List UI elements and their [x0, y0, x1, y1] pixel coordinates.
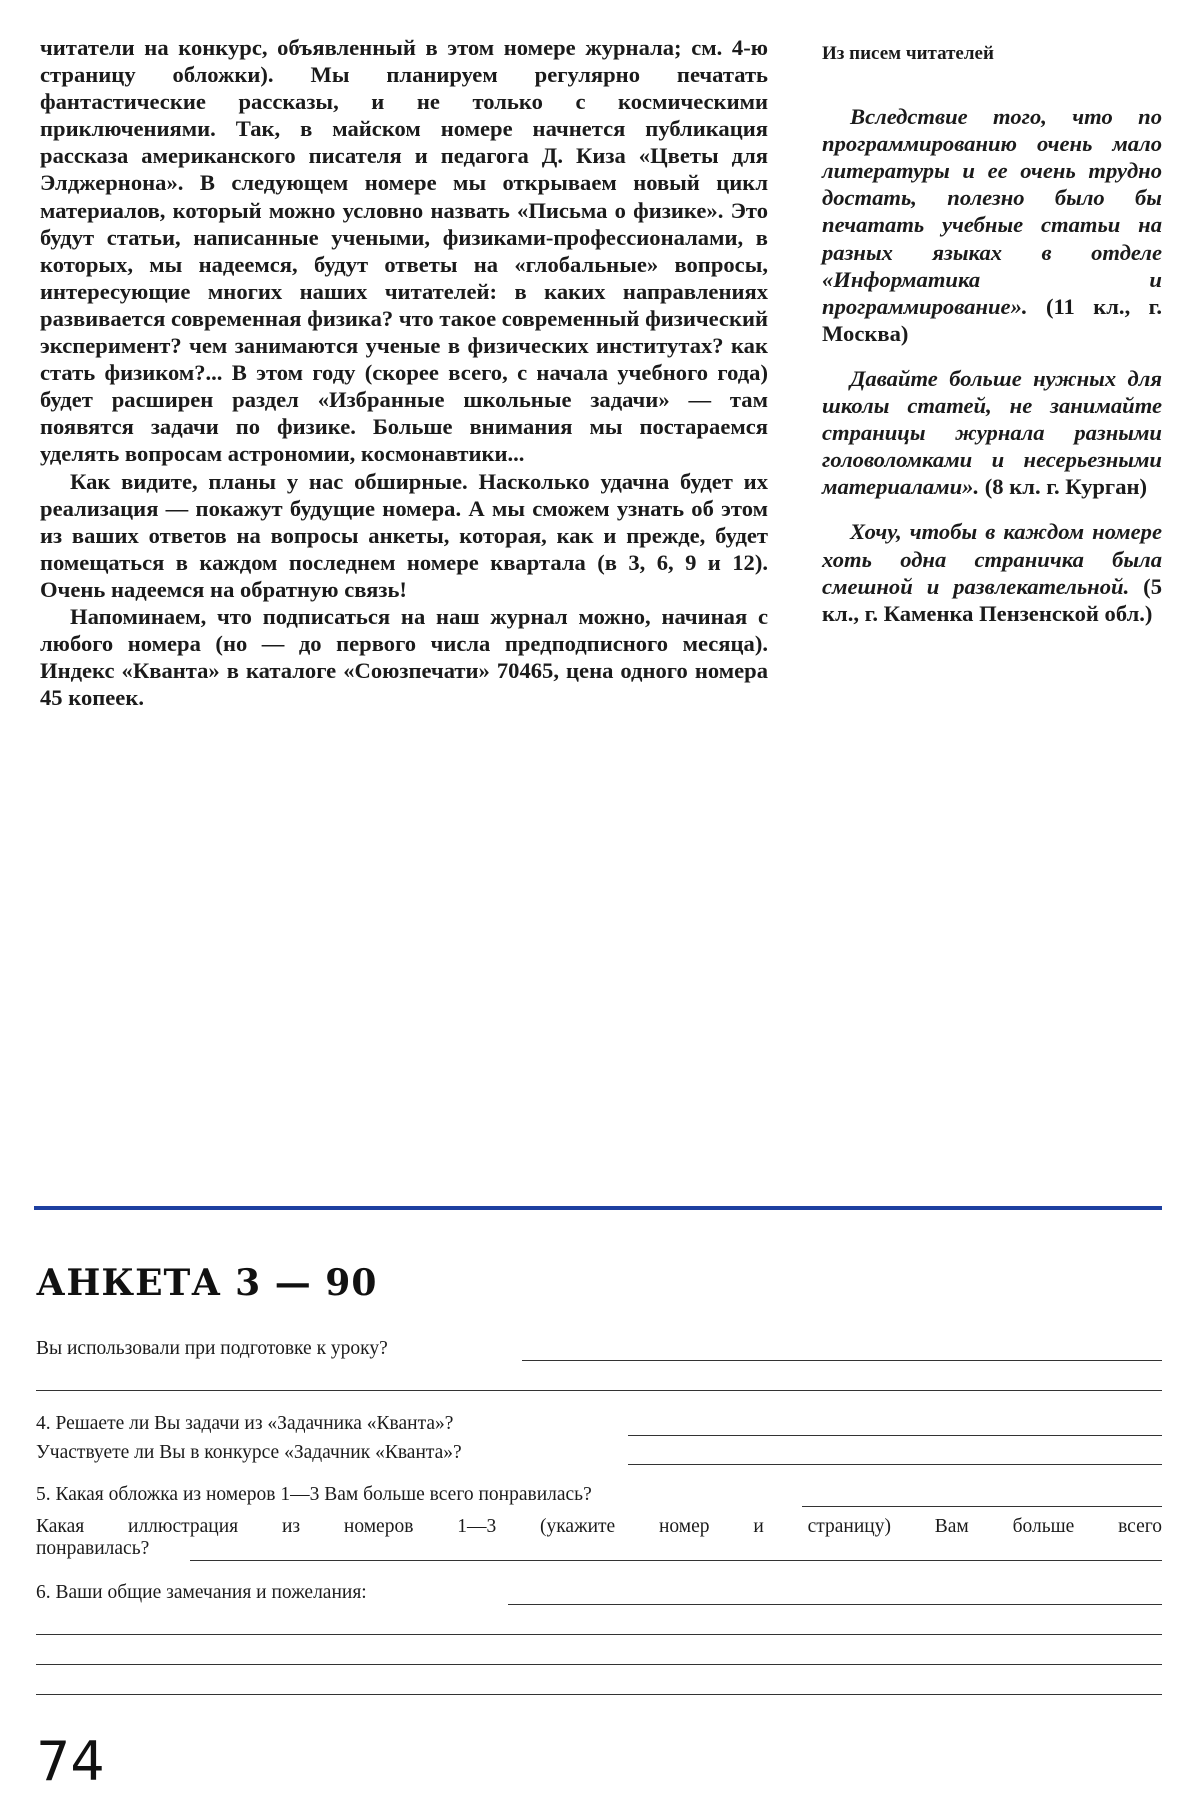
survey-question-5b: Какая иллюстрация из номеров 1—3 (укажите номер и страницу) Вам больше всего — [36, 1516, 1162, 1537]
readers-letters-sidebar — [822, 40, 1162, 645]
reader-letter — [822, 103, 1162, 347]
letter-quote: Вследствие того, что по программированию очень мало литературы и ее очень трудно достать, полезно было бы печатать учебные статьи на разных языках в отделе «Информатика и программирование». — [822, 104, 1162, 319]
answer-line-6-extra-2[interactable] — [36, 1664, 1162, 1665]
survey-question-5b-cont: понравилась? — [36, 1538, 150, 1559]
answer-line-6[interactable] — [508, 1604, 1162, 1605]
article-paragraph-2: Как видите, планы у нас обширные. Насколько удачна будет их реализация — покажут будущие номера. А мы сможем узнать об этом из ваших ответов на вопросы анкеты, которая, как и прежде, будет помещаться в каждом последнем номере квартала (в 3, 6, 9 и 12). Очень надеемся на обратную связь! — [40, 468, 768, 602]
survey-title: АНКЕТА 3 — 90 — [36, 1262, 378, 1304]
survey-question-4a: 4. Решаете ли Вы задачи из «Задачника «Кванта»? — [36, 1413, 454, 1434]
page-number: 74 — [36, 1730, 105, 1793]
letter-quote: Давайте больше нужных для школы статей, не занимайте страницы журнала разными головоломками и несерьезными материалами». — [822, 365, 1162, 500]
letter-source: (5 кл., г. Каменка Пензенской обл.) — [822, 573, 1162, 626]
article-paragraph-3: Напоминаем, что подписаться на наш журнал можно, начиная с любого номера (но — до первого числа предподписного месяца). Индекс «Кванта» в каталоге «Союзпечати» 70465, цена одного номера 45 копеек. — [40, 603, 768, 711]
survey-question-6: 6. Ваши общие замечания и пожелания: — [36, 1582, 367, 1603]
answer-line-4a[interactable] — [628, 1435, 1162, 1436]
answer-line-3b-extra[interactable] — [36, 1390, 1162, 1391]
answer-line-4b[interactable] — [628, 1464, 1162, 1465]
survey-question-5a: 5. Какая обложка из номеров 1—3 Вам больше всего понравилась? — [36, 1484, 592, 1505]
letter-source: (8 кл. г. Курган) — [984, 474, 1148, 500]
letter-quote: Хочу, чтобы в каждом номере хоть одна страничка была смешной и развлекательной. — [822, 519, 1162, 599]
section-divider-rule — [34, 1206, 1162, 1210]
answer-line-3b[interactable] — [522, 1360, 1162, 1361]
answer-line-6-extra-3[interactable] — [36, 1694, 1162, 1695]
reader-letter — [822, 518, 1162, 626]
letter-source: (11 кл., г. Москва) — [822, 293, 1162, 346]
sidebar-title: Из писем читателей — [822, 43, 994, 64]
main-article-text — [40, 34, 768, 711]
answer-line-5b[interactable] — [190, 1560, 1162, 1561]
answer-line-5a[interactable] — [802, 1506, 1162, 1507]
reader-letter — [822, 365, 1162, 500]
survey-question-4b: Участвуете ли Вы в конкурсе «Задачник «Кванта»? — [36, 1442, 462, 1463]
article-paragraph-1: читатели на конкурс, объявленный в этом номере журнала; см. 4-ю страницу обложки). Мы планируем регулярно печатать фантастические рассказы, и не только с космическими приключениями. Так, в майском номере начнется публикация рассказа американского писателя и педагога Д. Киза «Цветы для Элджернона». В следующем номере мы открываем новый цикл материалов, который можно условно назвать «Письма о физике». Это будут статьи, написанные учеными, физиками-профессионалами, в которых, мы надеемся, будут ответы на «глобальные» вопросы, интересующие многих наших читателей: в каких направлениях развивается современная физика? что такое современный физический эксперимент? чем занимаются ученые в физических институтах? как стать физиком?... В этом году (скорее всего, с начала учебного года) будет расширен раздел «Избранные школьные задачи» — там появятся задачи по физике. Больше внимания мы постараемся уделять вопросам астрономии, космонавтики... — [40, 35, 768, 467]
answer-line-6-extra-1[interactable] — [36, 1634, 1162, 1635]
survey-question-3b: Вы использовали при подготовке к уроку? — [36, 1338, 388, 1359]
